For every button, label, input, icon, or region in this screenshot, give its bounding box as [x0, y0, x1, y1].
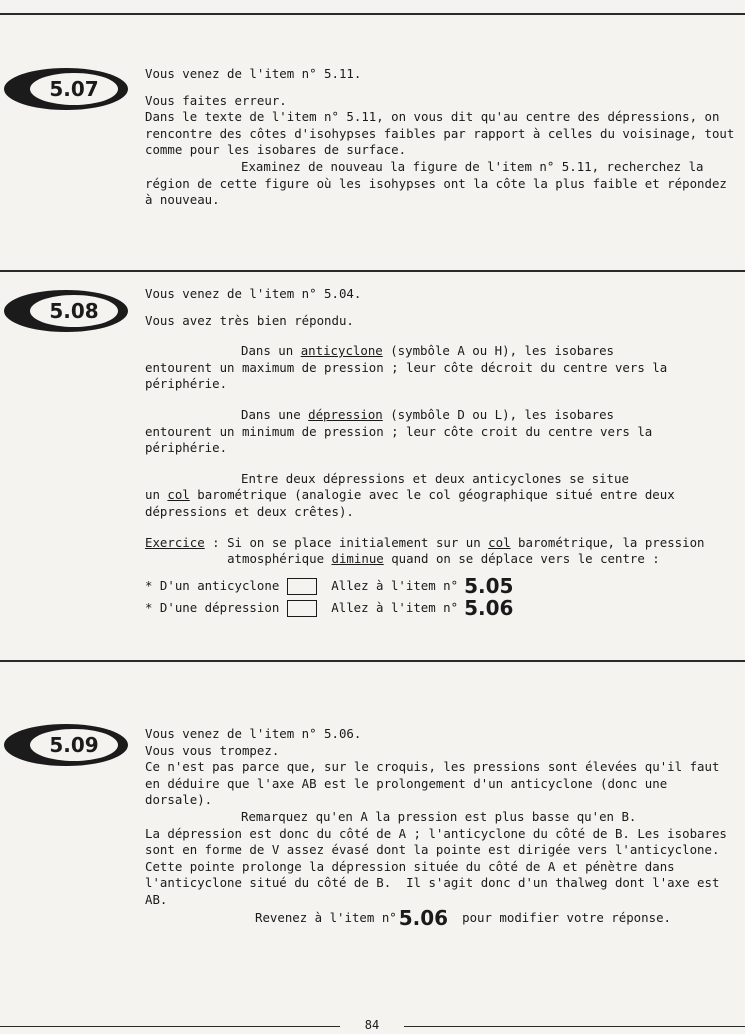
page-number: 84: [340, 1017, 404, 1033]
option-2-checkbox[interactable]: [287, 600, 317, 617]
section-508: [145, 286, 735, 620]
return-item-number: 5.06: [398, 906, 449, 931]
option-2-label: * D'une dépression: [145, 600, 280, 616]
s509-remark: Remarquez qu'en A la pression est plus basse qu'en B.: [241, 808, 637, 824]
option-1-checkbox[interactable]: [287, 578, 317, 595]
s509-analysis: La dépression est donc du côté de A ; l'anticyclone du côté de B. Les isobares sont en forme de V assez évasé dont la pointe est dirigée vers l'anticyclone. Cette pointe prolonge la dépression située du côté de A et pénètre dans l'anticyclone situé du côté de B. Il s'agit donc d'un thalweg dont l'axe est AB.: [145, 825, 735, 907]
s507-verdict: Vous faites erreur.: [145, 92, 287, 108]
item-badge-508-label: 5.08: [30, 295, 118, 327]
return-instruction: pour modifier votre réponse.: [462, 910, 671, 926]
section-509: [145, 726, 735, 929]
s508-exercise: Exercice : Si on se place initialement sur un col barométrique, la pression atmosphérique diminue quand on se déplace vers le centre :: [145, 535, 735, 568]
answer-option-depression[interactable]: [145, 598, 735, 620]
option-1-label: * D'un anticyclone: [145, 578, 280, 594]
s508-depression-cont: entourent un minimum de pression ; leur côte croit du centre vers la périphérie.: [145, 423, 660, 456]
option-2-goto: Allez à l'item n°: [331, 600, 459, 616]
section-divider-top: [0, 13, 745, 15]
s508-col: Entre deux dépressions et deux anticyclones se situe: [241, 470, 629, 486]
s509-from: Vous venez de l'item n° 5.06.: [145, 726, 362, 741]
s509-explanation: Ce n'est pas parce que, sur le croquis, les pressions sont élevées qu'il faut en déduire que l'axe AB est le prolongement d'un anticyclone (donc une dorsale).: [145, 759, 727, 808]
item-badge-509-label: 5.09: [30, 729, 118, 761]
answer-option-anticyclone[interactable]: [145, 576, 735, 598]
s509-return-link[interactable]: [145, 906, 735, 931]
s507-explanation: Dans le texte de l'item n° 5.11, on vous dit qu'au centre des dépressions, on rencontre des côtes d'isohypses faibles par rapport à celles du voisinage, tout comme pour les isobares de surface.: [145, 109, 742, 158]
item-badge-508: [4, 290, 128, 332]
s507-instruction: Examinez de nouveau la figure de l'item n° 5.11, recherchez la région de cette figure où les isohypses ont la côte la plus faible et répondez à nouveau.: [145, 158, 735, 208]
item-badge-507: [4, 68, 128, 110]
section-divider-507-508: [0, 270, 745, 272]
s508-col-cont: un col barométrique (analogie avec le col géographique situé entre deux dépressions et deux crêtes).: [145, 487, 683, 519]
option-1-item-number: 5.05: [464, 574, 514, 599]
item-badge-509: [4, 724, 128, 766]
return-goto: Revenez à l'item n°: [255, 910, 397, 926]
s508-depression: Dans une dépression (symbôle D ou L), les isobares: [241, 406, 615, 422]
s508-from: Vous venez de l'item n° 5.04.: [145, 286, 362, 301]
section-divider-508-509: [0, 660, 745, 662]
section-507: [145, 66, 742, 209]
s508-anticyclone: Dans un anticyclone (symbôle A ou H), les isobares: [241, 343, 615, 359]
exercise-question: Si on se place initialement sur un col barométrique, la pression atmosphérique diminue quand on se déplace vers le centre :: [227, 534, 712, 567]
exercise-label: Exercice: [145, 534, 205, 550]
s508-verdict: Vous avez très bien répondu.: [145, 312, 354, 328]
s509-verdict: Vous vous trompez.: [145, 742, 280, 758]
item-badge-507-label: 5.07: [30, 73, 118, 105]
s507-from: Vous venez de l'item n° 5.11.: [145, 66, 362, 81]
option-1-goto: Allez à l'item n°: [331, 578, 459, 594]
s508-anticyclone-cont: entourent un maximum de pression ; leur côte décroit du centre vers la périphérie.: [145, 359, 675, 392]
option-2-item-number: 5.06: [464, 596, 514, 621]
